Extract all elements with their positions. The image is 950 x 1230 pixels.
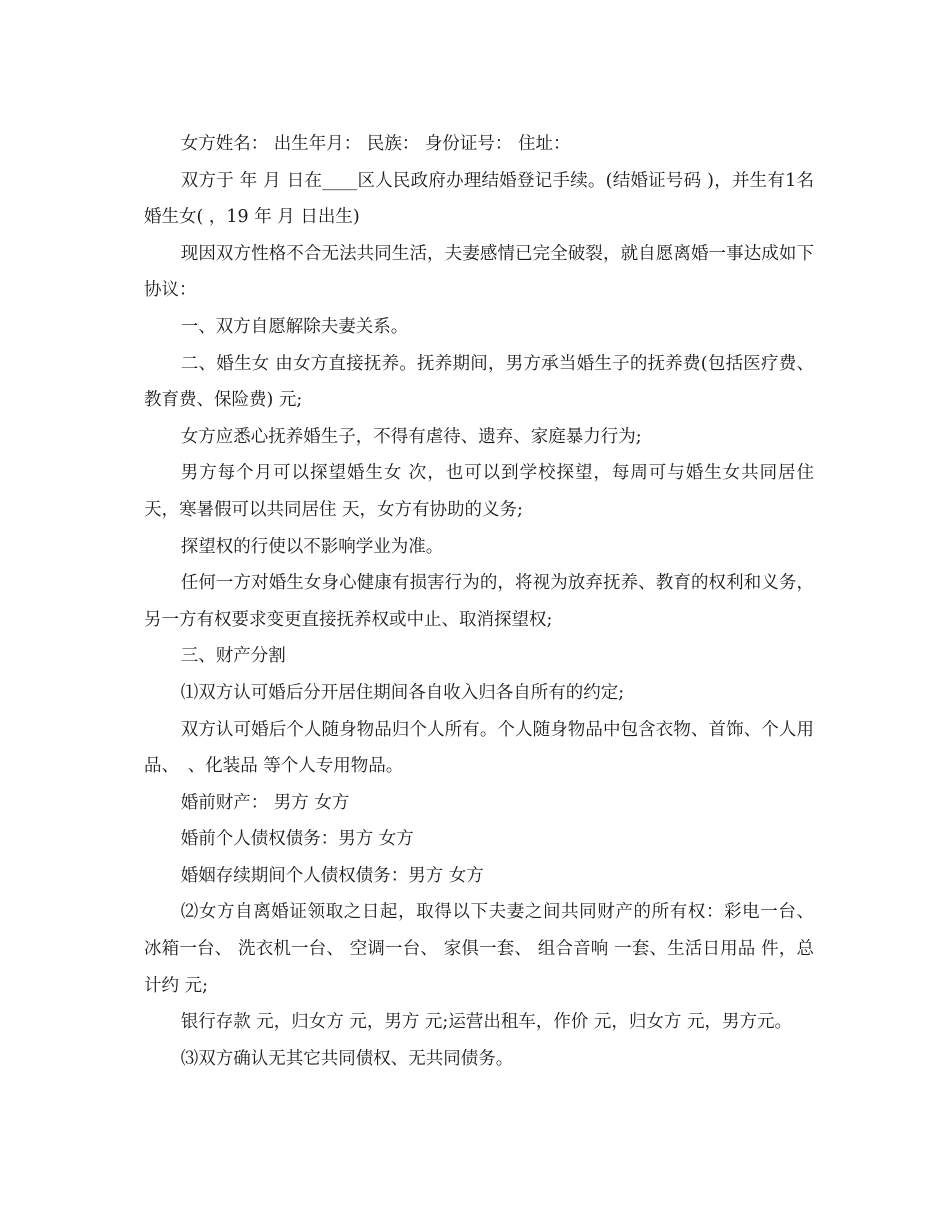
paragraph-premarital-property: 婚前财产： 男方 女方 bbox=[180, 792, 350, 813]
paragraph-visitation: 男方每个月可以探望婚生女 次，也可以到学校探望，每周可与婚生女共同居住 天，寒暑假可以共同居住 天，女方有协助的义务; bbox=[144, 463, 820, 520]
paragraph-care-duty: 女方应悉心抚养婚生子，不得有虐待、遗弃、家庭暴力行为; bbox=[180, 426, 642, 447]
paragraph-premarital-debts: 婚前个人债权债务：男方 女方 bbox=[180, 829, 414, 850]
paragraph-visitation-limit: 探望权的行使以不影响学业为准。 bbox=[180, 536, 444, 557]
paragraph-reason: 现因双方性格不合无法共同生活，夫妻感情已完全破裂，就自愿离婚一事达成如下协议： bbox=[144, 243, 814, 301]
paragraph-bank-deposit: 银行存款 元，归女方 元，男方 元;运营出租车，作价 元，归女方 元，男方元。 bbox=[180, 1012, 792, 1033]
paragraph-property-1: ⑴双方认可婚后分开居住期间各自收入归各自所有的约定; bbox=[180, 682, 625, 703]
paragraph-marital-debts: 婚姻存续期间个人债权债务：男方 女方 bbox=[180, 865, 484, 886]
paragraph-marriage-registration: 双方于 年 月 日在____区人民政府办理结婚登记手续。(结婚证号码 )，并生有1名婚生女( ，19 年 月 日出生) bbox=[144, 170, 814, 228]
paragraph-personal-items: 双方认可婚后个人随身物品归个人所有。个人随身物品中包含衣物、首饰、个人用品、 、化装品 等个人专用物品。 bbox=[144, 719, 814, 777]
paragraph-harm-clause: 任何一方对婚生女身心健康有损害行为的，将视为放弃抚养、教育的权利和义务，另一方有权要求变更直接抚养权或中止、取消探望权; bbox=[144, 573, 814, 630]
paragraph-wife-info: 女方姓名： 出生年月： 民族： 身份证号： 住址： bbox=[180, 134, 571, 154]
paragraph-clause-3-heading: 三、财产分割 bbox=[180, 646, 286, 667]
paragraph-property-2: ⑵女方自离婚证领取之日起，取得以下夫妻之间共同财产的所有权：彩电一台、 冰箱一台、 洗衣机一台、 空调一台、 家俱一套、 组合音响 一套、生活日用品 件，总计约 元; bbox=[144, 902, 820, 996]
agreement-body bbox=[144, 126, 820, 1077]
paragraph-clause-2: 二、婚生女 由女方直接抚养。抚养期间，男方承当婚生子的抚养费(包括医疗费、教育费、保险费) 元; bbox=[144, 353, 814, 411]
paragraph-property-3: ⑶双方确认无其它共同债权、无共同债务。 bbox=[180, 1048, 514, 1069]
paragraph-clause-1: 一、双方自愿解除夫妻关系。 bbox=[180, 316, 409, 337]
